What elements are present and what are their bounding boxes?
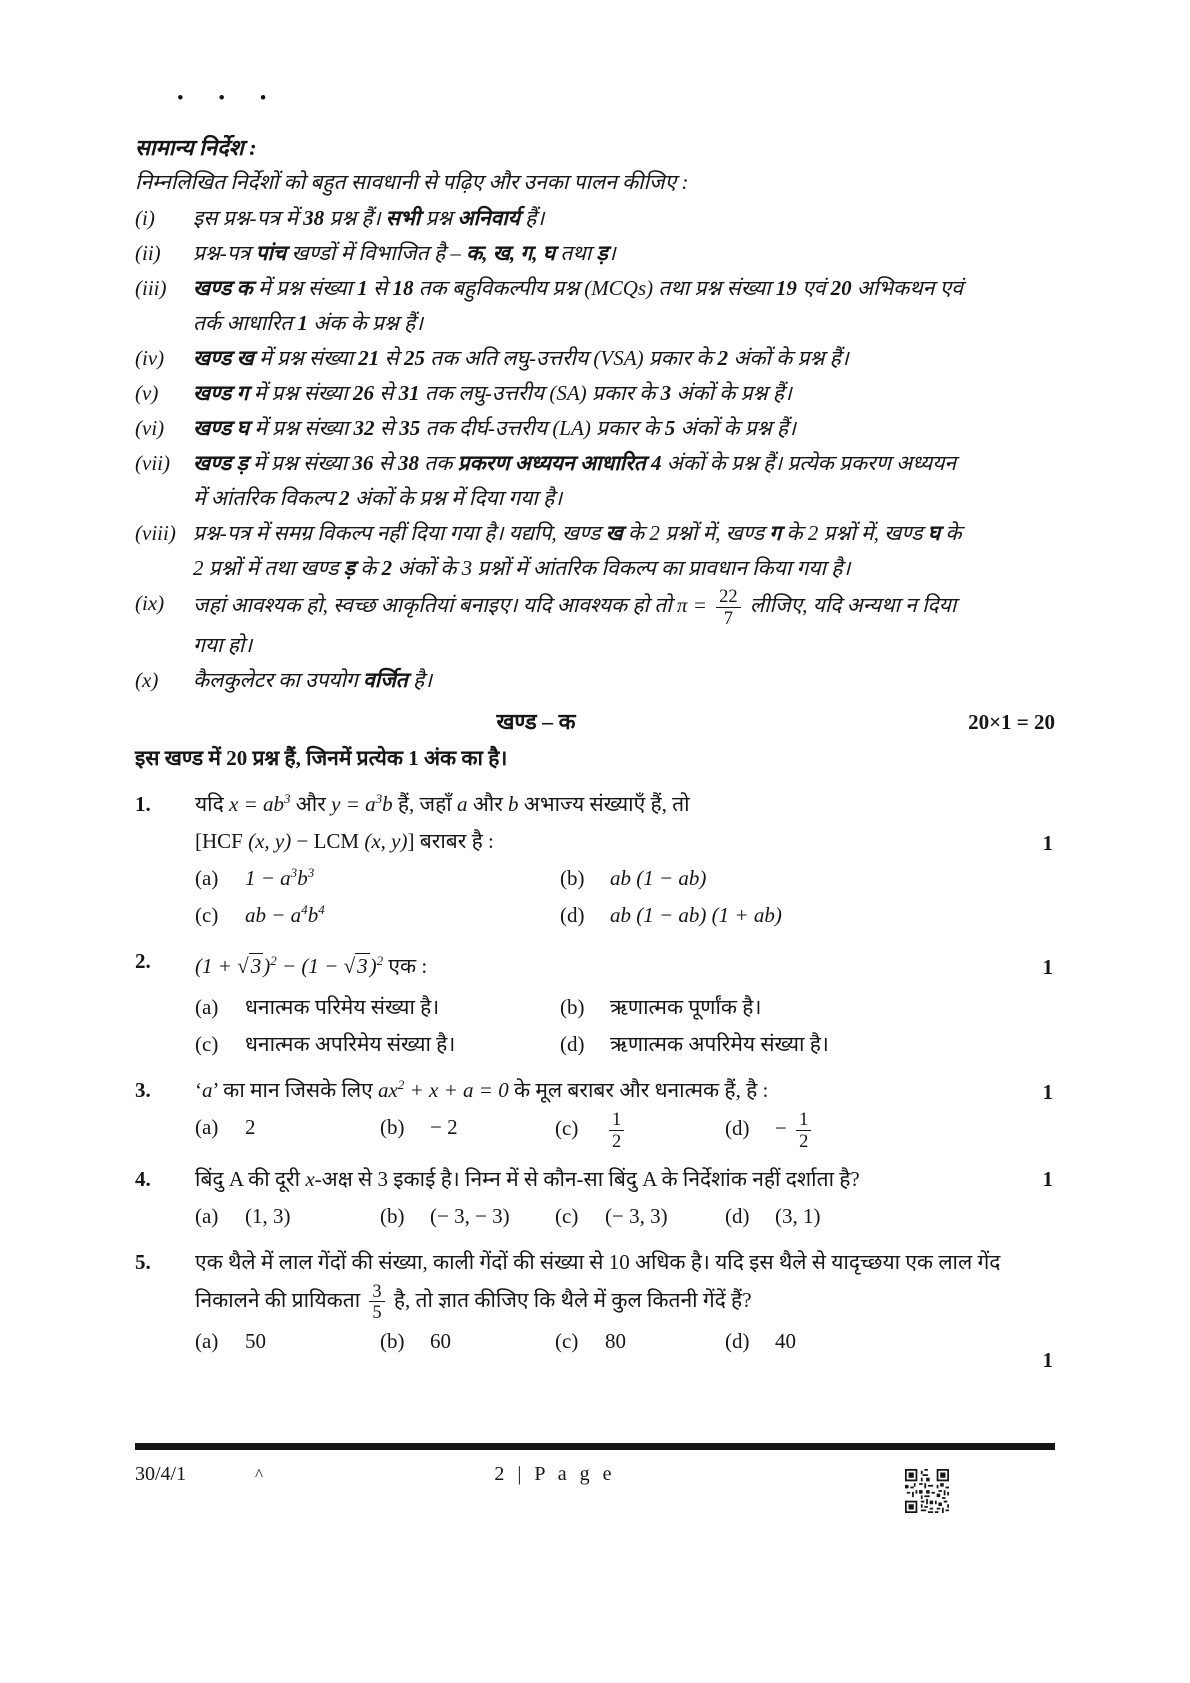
option-text: (− 3, − 3) (430, 1203, 510, 1228)
question-number: 1. (135, 792, 151, 817)
general-instructions (135, 130, 1055, 698)
question-stem: $(1 + √3)^2 - (1 - √3)^2$ एक : (195, 953, 428, 979)
instructions-heading: सामान्य निर्देश : (135, 135, 257, 160)
section-title: खण्ड – क (496, 709, 576, 735)
question-5 (135, 1244, 1055, 1372)
instruction-number: (i) (135, 206, 155, 230)
option-b (380, 1323, 555, 1360)
question-mark: 1 (1042, 831, 1053, 856)
option-text: 40 (775, 1329, 796, 1354)
footer-row (135, 1463, 1055, 1513)
question-body (195, 786, 1055, 934)
instruction-item (135, 516, 969, 586)
question-stem: एक थैले में लाल गेंदों की संख्या, काली गेंदों की संख्या से 10 अधिक है। यदि इस थैले से यादृच्छया एक लाल गेंद निकालने की प्रायिकता $\frac{3}{5}$ है, तो ज्ञात कीजिए कि थैले में कुल कितनी गेंदें हैं? (195, 1249, 1001, 1323)
instruction-number: (ix) (135, 591, 165, 615)
instruction-item (135, 586, 969, 663)
option-d (560, 1026, 1003, 1063)
question-3 (135, 1072, 1055, 1151)
page-content (135, 88, 1055, 1372)
option-label: (b) (380, 1115, 405, 1140)
option-label: (d) (725, 1203, 750, 1228)
instruction-text: प्रश्न-पत्र में समग्र विकल्प नहीं दिया गया है। यद्यपि, खण्ड ख के 2 प्रश्नों में, खण्ड ग के 2 प्रश्नों में, खण्ड घ के 2 प्रश्नों में तथा खण्ड ड़ के 2 अंकों के 3 प्रश्नों में आंतरिक विकल्प का प्रावधान किया गया है। (193, 521, 962, 580)
option-text: (1, 3) (245, 1203, 291, 1228)
option-c (195, 897, 560, 934)
option-c (555, 1109, 725, 1151)
question-stem: ‘a’ का मान जिसके लिए $ax^2 + x + a = 0$ के मूल बराबर और धनात्मक हैं, है : (195, 1077, 769, 1103)
option-d (725, 1323, 1003, 1360)
option-label: (c) (555, 1203, 579, 1228)
option-text: $1 - a^3b^3$ (245, 865, 315, 891)
option-label: (d) (725, 1116, 750, 1141)
option-text: ऋणात्मक पूर्णांक है। (610, 995, 762, 1020)
question-number: 3. (135, 1078, 151, 1103)
question-number: 5. (135, 1249, 151, 1274)
option-label: (b) (560, 866, 585, 891)
question-number: 4. (135, 1166, 151, 1191)
option-b (380, 1198, 555, 1235)
instruction-text: कैलकुलेटर का उपयोग वर्जित है। (193, 668, 433, 693)
page-number: 2 | P a g e (494, 1463, 616, 1485)
question-options (195, 1323, 1003, 1360)
option-label: (a) (195, 866, 219, 891)
question-mark: 1 (1042, 1166, 1053, 1191)
question-mark: 1 (1042, 1080, 1053, 1105)
paper-code: 30/4/1 (135, 1463, 187, 1485)
option-text: 2 (245, 1115, 256, 1140)
instruction-number: (iii) (135, 276, 167, 300)
question-options (195, 989, 1003, 1063)
option-text: ab − $a^4b^4$ (245, 902, 325, 928)
option-label: (a) (195, 1115, 219, 1140)
option-a (195, 989, 560, 1026)
instruction-text: खण्ड क में प्रश्न संख्या 1 से 18 तक बहुविकल्पीय प्रश्न (MCQs) तथा प्रश्न संख्या 19 एवं 20 अभिकथन एवं तर्क आधारित 1 अंक के प्रश्न हैं। (193, 276, 963, 335)
option-label: (b) (380, 1329, 405, 1354)
instruction-text: प्रश्न-पत्र पांच खण्डों में विभाजित है – क, ख, ग, घ तथा ड़। (193, 241, 616, 265)
option-label: (b) (380, 1203, 405, 1228)
ellipsis-marks: • • • (177, 88, 282, 109)
qr-code (905, 1469, 949, 1519)
option-label: (d) (560, 1032, 585, 1057)
instruction-text: खण्ड ख में प्रश्न संख्या 21 से 25 तक अति लघु-उत्तरीय (VSA) प्रकार के 2 अंकों के प्रश्न हैं। (193, 346, 849, 370)
question-2 (135, 943, 1055, 1063)
option-text: ab (1 − ab) (610, 866, 707, 891)
option-text: धनात्मक परिमेय संख्या है। (245, 995, 440, 1020)
instruction-text: खण्ड ग में प्रश्न संख्या 26 से 31 तक लघु-उत्तरीय (SA) प्रकार के 3 अंकों के प्रश्न हैं। (193, 381, 792, 405)
option-label: (a) (195, 1329, 219, 1354)
option-b (560, 989, 1003, 1026)
instruction-number: (v) (135, 381, 159, 405)
option-label: (c) (195, 903, 219, 928)
option-text: ab (1 − ab) (1 + ab) (610, 903, 782, 928)
option-c (555, 1198, 725, 1235)
option-label: (c) (195, 1032, 219, 1057)
instruction-item (135, 411, 969, 446)
option-b (380, 1109, 555, 1151)
instruction-text: जहां आवश्यक हो, स्वच्छ आकृतियां बनाइए। यदि आवश्यक हो तो π = $\frac{22}{7}$ लीजिए, यदि अन्यथा न दिया गया हो। (193, 586, 957, 658)
option-d (560, 897, 1003, 934)
instruction-item (135, 271, 969, 341)
option-label: (c) (555, 1329, 579, 1354)
option-label: (d) (560, 903, 585, 928)
section-intro: इस खण्ड में 20 प्रश्न हैं, जिनमें प्रत्येक 1 अंक का है। (135, 746, 508, 771)
option-a (195, 1198, 380, 1235)
instruction-text: इस प्रश्न-पत्र में 38 प्रश्न हैं। सभी प्रश्न अनिवार्य हैं। (193, 206, 545, 230)
question-mark: 1 (1042, 1347, 1053, 1372)
option-text: धनात्मक अपरिमेय संख्या है। (245, 1032, 456, 1057)
instruction-number: (viii) (135, 521, 176, 545)
caret-mark: ^ (255, 1465, 263, 1484)
option-d (725, 1109, 1003, 1151)
instruction-item (135, 201, 969, 236)
footer-rule (135, 1443, 1055, 1450)
question-4 (135, 1161, 1055, 1235)
option-d (725, 1198, 1003, 1235)
question-number: 2. (135, 949, 151, 974)
option-text: 80 (605, 1329, 626, 1354)
instruction-text: खण्ड घ में प्रश्न संख्या 32 से 35 तक दीर्घ-उत्तरीय (LA) प्रकार के 5 अंकों के प्रश्न हैं। (193, 416, 796, 440)
option-label: (a) (195, 1203, 219, 1228)
instruction-number: (x) (135, 668, 159, 693)
option-text: $\frac{1}{2}$ (605, 1116, 628, 1140)
option-text: − 2 (430, 1115, 458, 1140)
question-body (195, 1161, 1055, 1235)
option-text: − $\frac{1}{2}$ (775, 1116, 815, 1140)
instruction-item (135, 663, 969, 698)
instruction-number: (vii) (135, 451, 170, 475)
question-1 (135, 786, 1055, 934)
option-text: (− 3, 3) (605, 1203, 668, 1228)
instruction-text: खण्ड ड़ में प्रश्न संख्या 36 से 38 तक प्रकरण अध्ययन आधारित 4 अंकों के प्रश्न हैं। प्रत्येक प्रकरण अध्ययन में आंतरिक विकल्प 2 अंकों के प्रश्न में दिया गया है। (193, 451, 957, 510)
option-c (555, 1323, 725, 1360)
section-marks-total: 20×1 = 20 (968, 710, 1055, 735)
question-stem: बिंदु A की दूरी x-अक्ष से 3 इकाई है। निम्न में से कौन-सा बिंदु A के निर्देशांक नहीं दर्शाता है? (195, 1166, 860, 1191)
option-c (195, 1026, 560, 1063)
option-text: 60 (430, 1329, 451, 1354)
option-label: (c) (555, 1116, 579, 1141)
option-b (560, 860, 1003, 897)
instruction-number: (iv) (135, 346, 165, 370)
option-a (195, 1323, 380, 1360)
question-options (195, 860, 1003, 934)
question-options (195, 1198, 1003, 1235)
option-label: (d) (725, 1329, 750, 1354)
page-footer (135, 1443, 1055, 1513)
question-body (195, 943, 1055, 1063)
question-options (195, 1109, 1003, 1151)
instruction-item (135, 446, 969, 516)
question-body (195, 1072, 1055, 1151)
option-text: ऋणात्मक अपरिमेय संख्या है। (610, 1032, 829, 1057)
option-a (195, 860, 560, 897)
option-text: (3, 1) (775, 1203, 821, 1228)
instruction-item (135, 376, 969, 411)
instructions-intro: निम्नलिखित निर्देशों को बहुत सावधानी से पढ़िए और उनका पालन कीजिए : (135, 170, 689, 194)
instruction-number: (ii) (135, 241, 161, 265)
option-label: (a) (195, 995, 219, 1020)
question-mark: 1 (1042, 955, 1053, 980)
option-a (195, 1109, 380, 1151)
option-label: (b) (560, 995, 585, 1020)
instruction-item (135, 236, 969, 271)
question-body (195, 1244, 1055, 1360)
option-text: 50 (245, 1329, 266, 1354)
section-header (135, 706, 1055, 736)
instruction-number: (vi) (135, 416, 165, 440)
instruction-item (135, 341, 969, 376)
question-stem: यदि $x = ab^3$ और $y = a^3b$ हैं, जहाँ a और b अभाज्य संख्याएँ हैं, तो [HCF (x, y) − LCM (x, y)] बराबर है : (195, 791, 690, 854)
